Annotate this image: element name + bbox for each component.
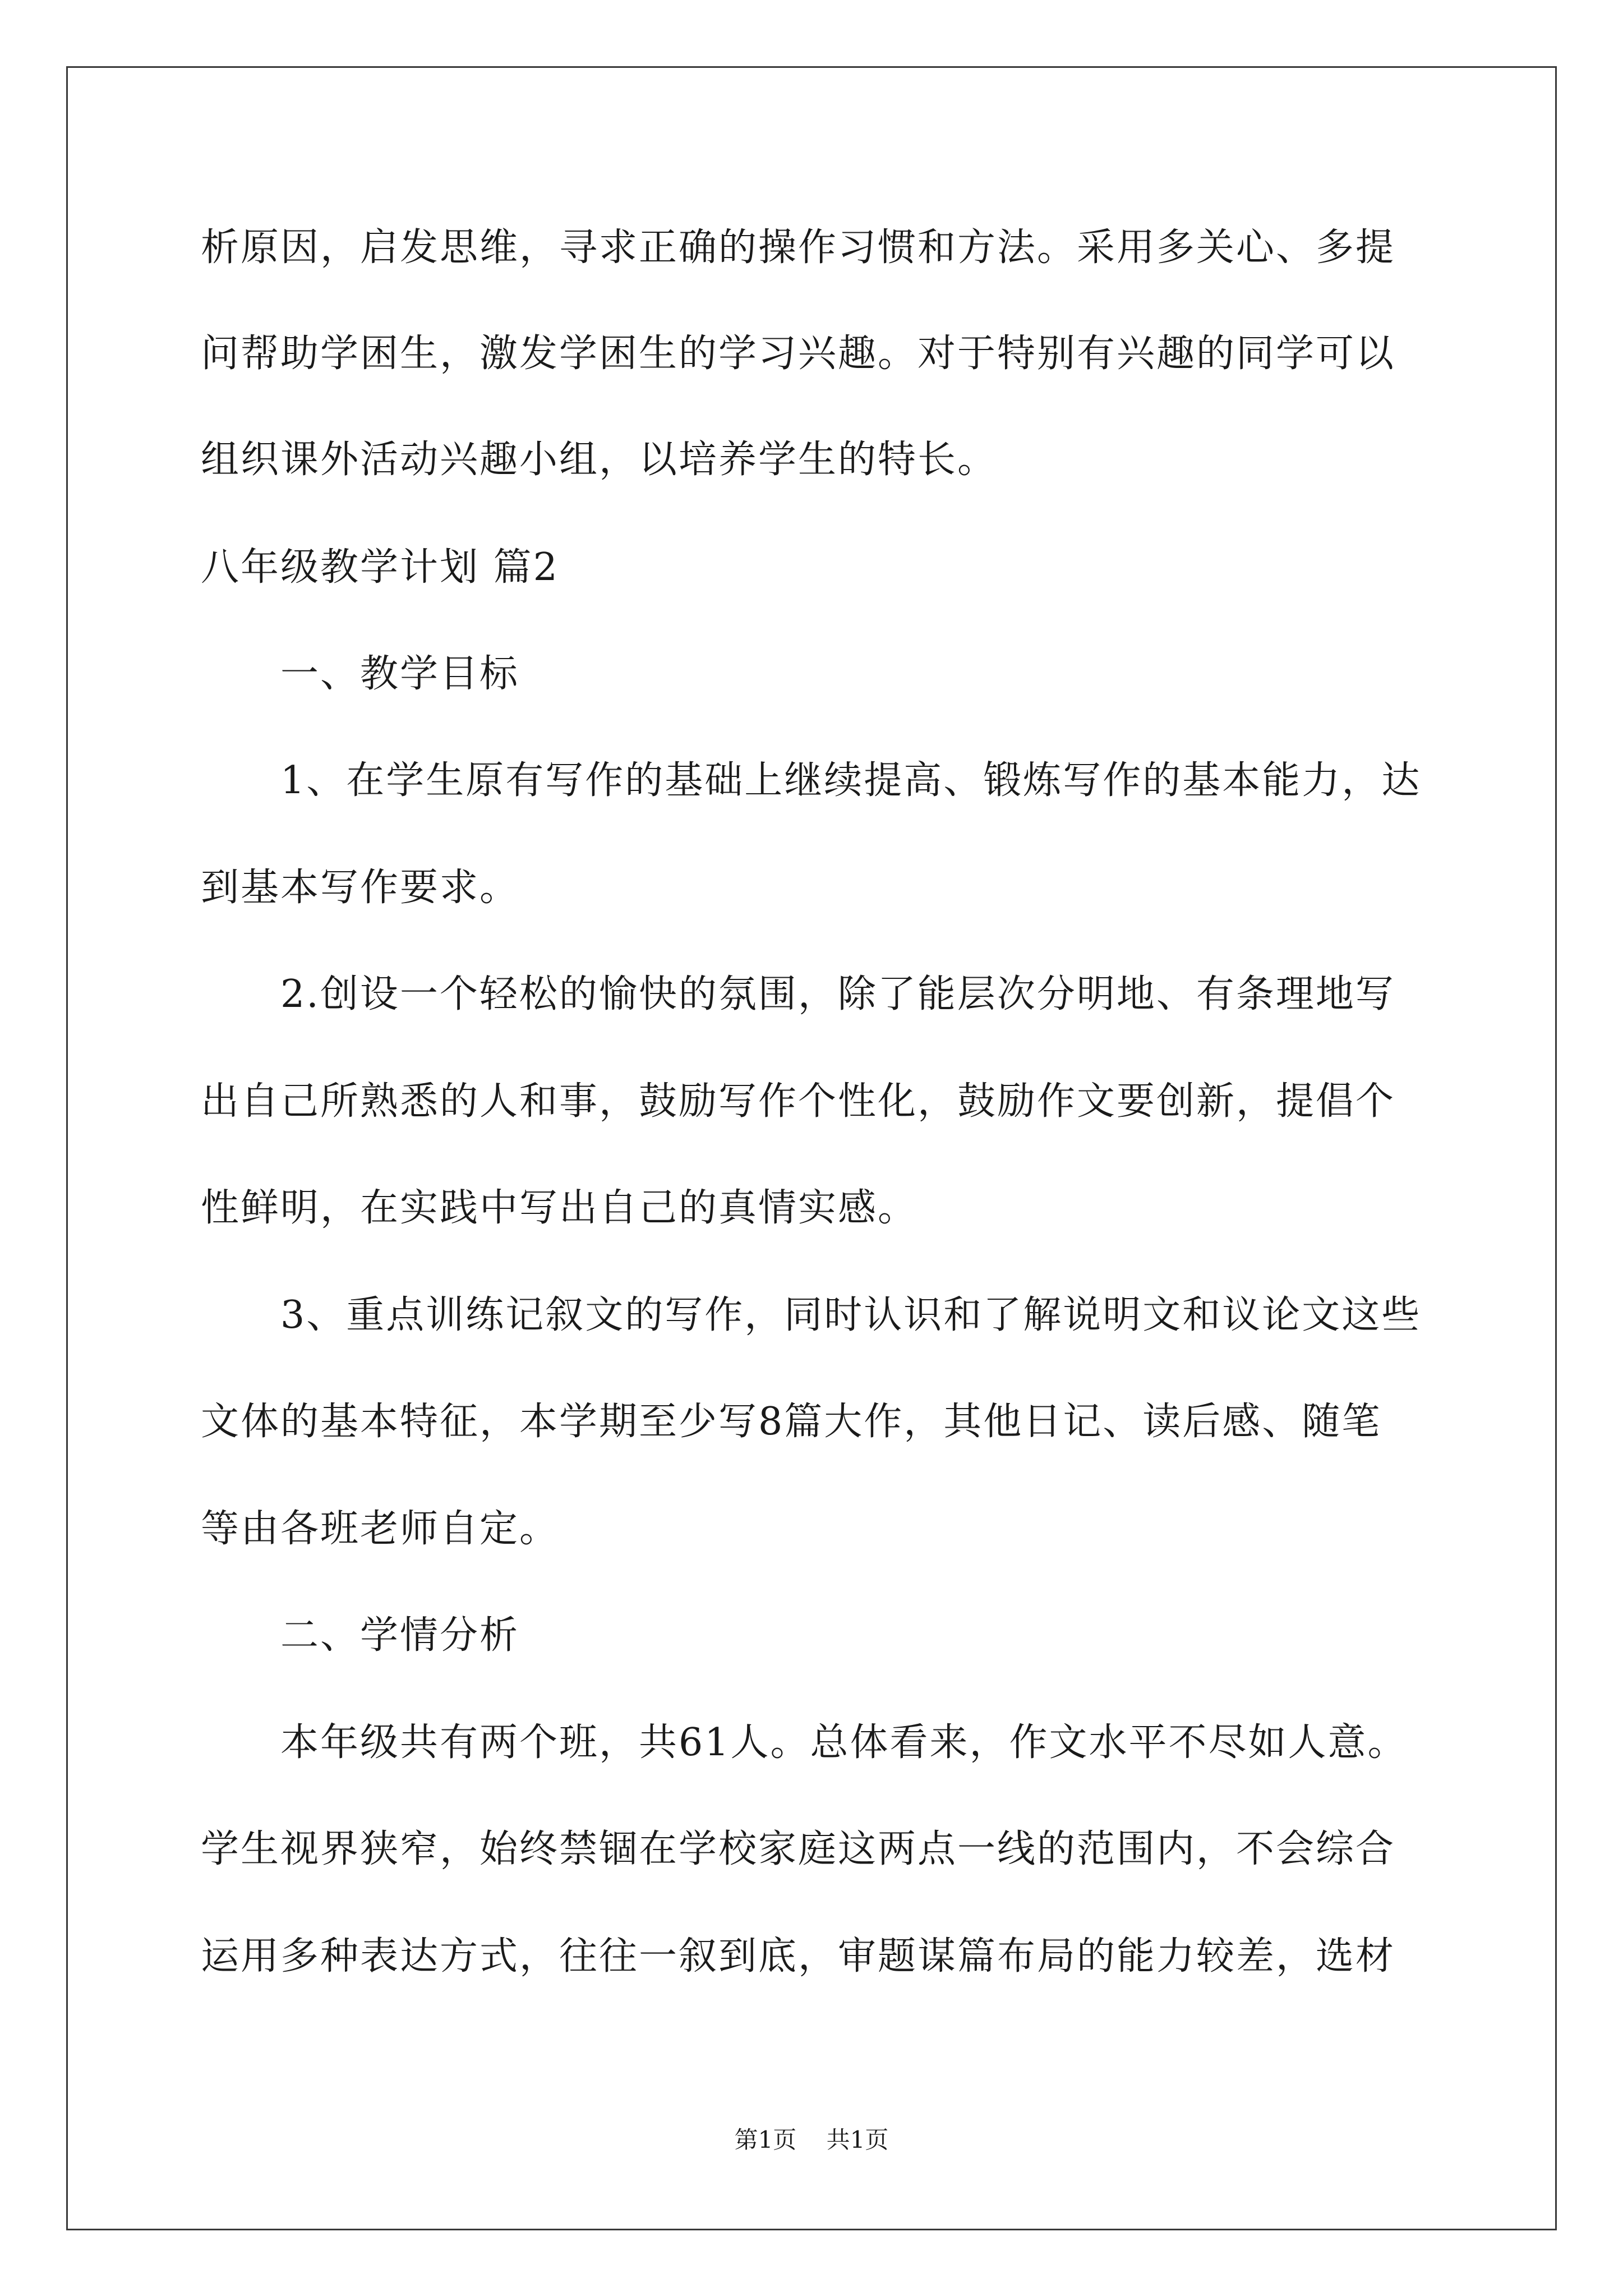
text-line: 文体的基本特征，本学期至少写8篇大作，其他日记、读后感、随笔 — [201, 1400, 1382, 1444]
text-line: 3、重点训练记叙文的写作，同时认识和了解说明文和议论文这些 — [201, 1293, 1422, 1337]
text-line: 性鲜明，在实践中写出自己的真情实感。 — [201, 1186, 918, 1230]
text-line: 2.创设一个轻松的愉快的氛围，除了能层次分明地、有条理地写 — [201, 972, 1395, 1016]
text-line: 1、在学生原有写作的基础上继续提高、锻炼写作的基本能力，达 — [201, 758, 1422, 803]
text-line: 本年级共有两个班，共61人。总体看来，作文水平不尽如人意。 — [201, 1720, 1408, 1765]
text-line: 学生视界狭窄，始终禁锢在学校家庭这两点一线的范围内，不会综合 — [201, 1827, 1396, 1871]
subsection-heading: 二、学情分析 — [201, 1613, 520, 1658]
page-number: 第1页 — [734, 2126, 797, 2154]
page-total: 共1页 — [826, 2126, 889, 2154]
text-line: 出自己所熟悉的人和事，鼓励写作个性化，鼓励作文要创新，提倡个 — [201, 1079, 1396, 1124]
subsection-heading: 一、教学目标 — [201, 652, 520, 696]
page-footer — [0, 2126, 1623, 2154]
text-line: 等由各班老师自定。 — [201, 1507, 560, 1551]
text-line: 析原因，启发思维，寻求正确的操作习惯和方法。采用多关心、多提 — [201, 226, 1396, 270]
section-heading: 八年级教学计划 篇2 — [201, 545, 559, 590]
text-line: 组织课外活动兴趣小组，以培养学生的特长。 — [201, 438, 998, 482]
page-border — [66, 66, 1557, 2230]
text-line: 到基本写作要求。 — [201, 866, 520, 910]
text-line: 问帮助学困生，激发学困生的学习兴趣。对于特别有兴趣的同学可以 — [201, 332, 1396, 376]
text-line: 运用多种表达方式，往往一叙到底，审题谋篇布局的能力较差，选材 — [201, 1934, 1396, 1978]
